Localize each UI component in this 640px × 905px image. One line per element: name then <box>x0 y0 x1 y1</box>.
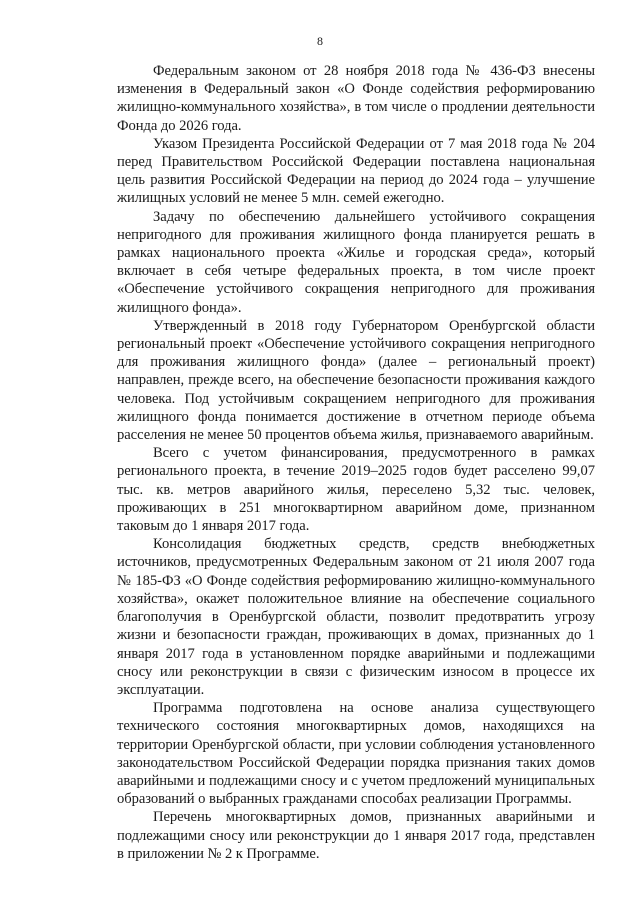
paragraph-presidential-decree: Указом Президента Российской Федерации от 7 мая 2018 года № 204 перед Правительством Российской Федерации поставлена национальная цель развития Российской Федерации на период до 2024 года – улучшение жилищных условий не менее 5 млн. семей ежегодно. <box>117 135 595 207</box>
paragraph-appendix-reference: Перечень многоквартирных домов, признанных аварийными и подлежащими сносу или реконструкции до 1 января 2017 года, представлен в приложении № 2 к Программе. <box>117 809 595 862</box>
paragraph-regional-project: Утвержденный в 2018 году Губернатором Оренбургской области региональный проект «Обеспечение устойчивого сокращения непригодного для проживания жилищного фонда» (далее – региональный проект) направлен, прежде всего, на обеспечение безопасности проживания каждого человека. Под устойчивым сокращением непригодного для проживания жилищного фонда понимается достижение в отчетном периоде объема расселения не менее 50 процентов объема жилья, признаваемого аварийным. <box>117 317 595 444</box>
paragraph-law-436: Федеральным законом от 28 ноября 2018 года № 436-ФЗ внесены изменения в Федеральный закон «О Фонде содействия реформированию жилищно-коммунального хозяйства», в том числе о продлении деятельности Фонда до 2026 года. <box>117 63 595 134</box>
document-body <box>117 62 595 863</box>
paragraph-national-project: Задачу по обеспечению дальнейшего устойчивого сокращения непригодного для проживания жилищного фонда планируется решать в рамках национального проекта «Жилье и городская среда», который включает в себя четыре федеральных проекта, в том числе проект «Обеспечение устойчивого сокращения непригодного для проживания жилищного фонда». <box>117 208 595 316</box>
paragraph-program-basis: Программа подготовлена на основе анализа существующего технического состояния многоквартирных домов, находящихся на территории Оренбургской области, при условии соблюдения установленного законодательством Российской Федерации порядка признания таких домов аварийными и подлежащими сносу и с учетом предложений муниципальных образований о выбранных гражданами способах реализации Программы. <box>117 700 595 808</box>
paragraph-consolidation: Консолидация бюджетных средств, средств внебюджетных источников, предусмотренных Федеральным законом от 21 июля 2007 года № 185-ФЗ «О Фонде содействия реформированию жилищно-коммунального хозяйства», окажет положительное влияние на обеспечение социального благополучия в Оренбургской области, позволит предотвратить угрозу жизни и безопасности граждан, проживающих в домах, признанных до 1 января 2017 года в установленном порядке аварийными и подлежащими сносу или реконструкции в связи с физическим износом в процессе их эксплуатации. <box>117 536 595 698</box>
paragraph-financing: Всего с учетом финансирования, предусмотренного в рамках регионального проекта, в течение 2019–2025 годов будет расселено 99,07 тыс. кв. метров аварийного жилья, переселено 5,32 тыс. человек, проживающих в 251 многоквартирном аварийном доме, признанном таковым до 1 января 2017 года. <box>117 445 595 535</box>
page-number: 8 <box>317 34 323 48</box>
